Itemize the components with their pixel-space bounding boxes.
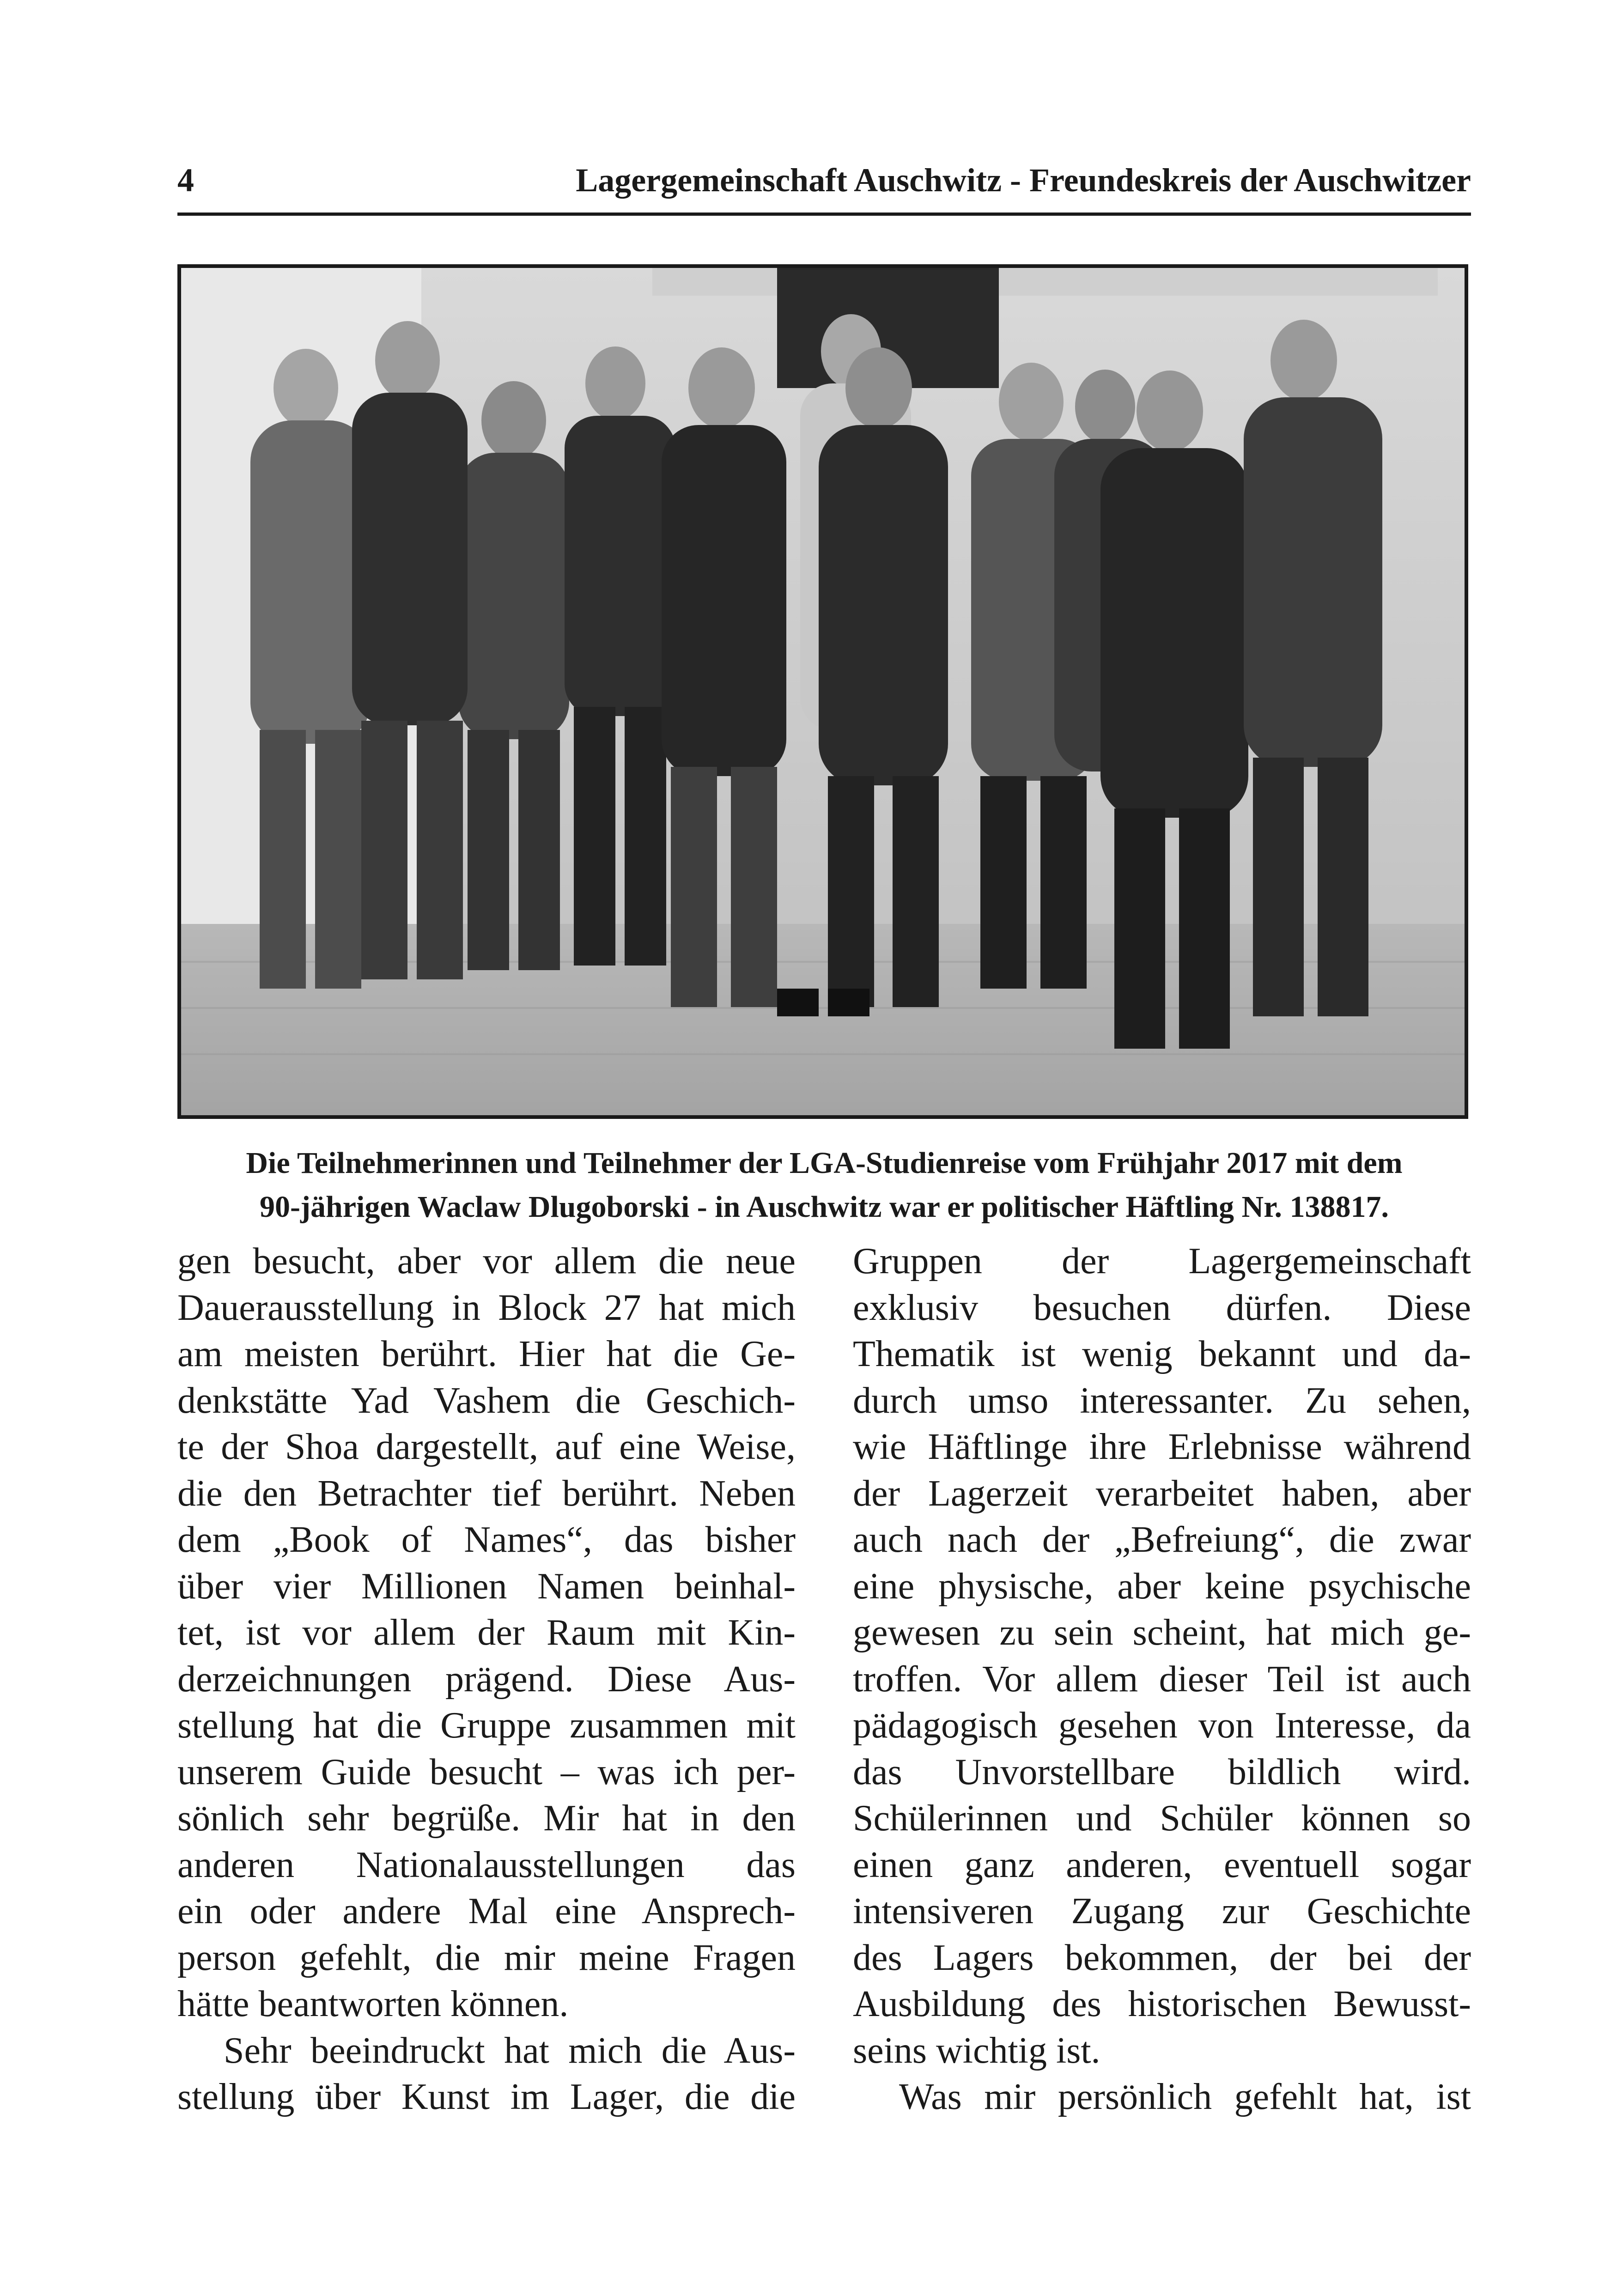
text-line: derzeichnungen prägend. Diese Aus-	[177, 1658, 796, 1700]
text-column-right	[853, 1238, 1471, 2120]
text-line: am meisten berührt. Hier hat die Ge-	[177, 1334, 796, 1374]
page-number: 4	[177, 162, 194, 199]
caption-line: 90-jährigen Waclaw Dlugoborski - in Auschwitz war er politischer Häftling Nr. 138817.	[260, 1190, 1389, 1224]
text-line: tet, ist vor allem der Raum mit Kin-	[177, 1612, 796, 1653]
group-photo	[177, 264, 1468, 1119]
text-line: seins wichtig ist.	[853, 2030, 1100, 2071]
text-line: anderen Nationalausstellungen das	[177, 1844, 796, 1885]
text-line: Sehr beeindruckt hat mich die Aus-	[224, 2030, 796, 2071]
text-line: hätte beantworten können.	[177, 1984, 569, 2024]
text-line: denkstätte Yad Vashem die Geschich-	[177, 1380, 796, 1421]
text-line: Ausbildung des historischen Bewusst-	[853, 1984, 1471, 2024]
text-line: te der Shoa dargestellt, auf eine Weise,	[177, 1427, 796, 1467]
text-line: das Unvorstellbare bildlich wird.	[853, 1751, 1471, 1792]
text-line: Gruppen der Lagergemeinschaft	[853, 1241, 1471, 1282]
text-line: durch umso interessanter. Zu sehen,	[853, 1380, 1471, 1421]
text-line: person gefehlt, die mir meine Fragen	[177, 1937, 796, 1978]
text-line: Schülerinnen und Schüler können so	[853, 1798, 1471, 1839]
text-line: gewesen zu sein scheint, hat mich ge-	[853, 1612, 1471, 1653]
text-line: einen ganz anderen, eventuell sogar	[853, 1844, 1471, 1885]
text-line: eine physische, aber keine psychische	[853, 1566, 1471, 1607]
text-line: intensiveren Zugang zur Geschichte	[853, 1891, 1471, 1932]
running-title: Lagergemeinschaft Auschwitz - Freundeskreis der Auschwitzer	[576, 162, 1471, 199]
text-line: gen besucht, aber vor allem die neue	[177, 1241, 796, 1282]
text-line: Was mir persönlich gefehlt hat, ist	[899, 2077, 1471, 2117]
caption-line: Die Teilnehmerinnen und Teilnehmer der LGA-Studienreise vom Frühjahr 2017 mit dem	[246, 1146, 1403, 1180]
text-line: dem „Book of Names“, das bisher	[177, 1519, 796, 1560]
text-line: des Lagers bekommen, der bei der	[853, 1937, 1471, 1978]
text-line: sönlich sehr begrüße. Mir hat in den	[177, 1798, 796, 1839]
text-line: über vier Millionen Namen beinhal-	[177, 1566, 796, 1607]
text-line: Thematik ist wenig bekannt und da-	[853, 1334, 1471, 1374]
photo-caption	[177, 1141, 1471, 1229]
text-line: unserem Guide besucht – was ich per-	[177, 1751, 796, 1792]
text-line: ein oder andere Mal eine Ansprech-	[177, 1891, 796, 1932]
text-line: Dauerausstellung in Block 27 hat mich	[177, 1287, 796, 1328]
group-photo-illustration	[181, 268, 1465, 1115]
text-line: pädagogisch gesehen von Interesse, da	[853, 1705, 1471, 1746]
page-header	[177, 152, 1471, 216]
text-line: wie Häftlinge ihre Erlebnisse während	[853, 1427, 1471, 1467]
text-line: die den Betrachter tief berührt. Neben	[177, 1473, 796, 1514]
text-line: troffen. Vor allem dieser Teil ist auch	[853, 1658, 1471, 1700]
text-line: der Lagerzeit verarbeitet haben, aber	[853, 1473, 1471, 1514]
text-column-left	[177, 1238, 796, 2120]
text-line: exklusiv besuchen dürfen. Diese	[853, 1287, 1471, 1328]
text-line: stellung über Kunst im Lager, die die	[177, 2077, 796, 2117]
text-line: stellung hat die Gruppe zusammen mit	[177, 1705, 796, 1746]
text-line: auch nach der „Befreiung“, die zwar	[853, 1519, 1471, 1560]
